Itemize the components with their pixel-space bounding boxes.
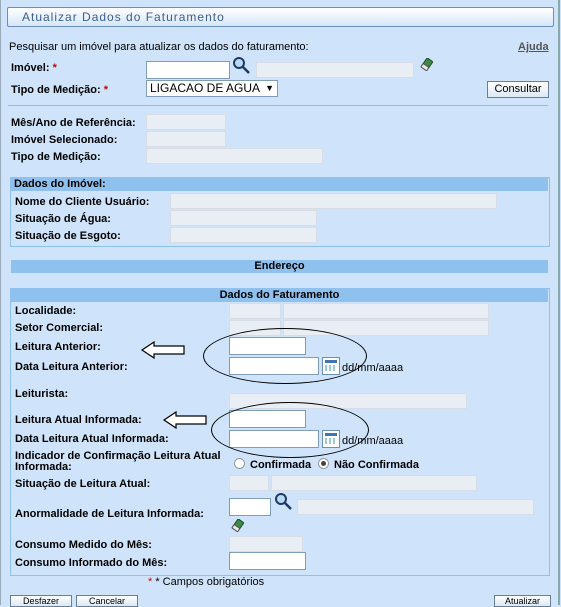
highlight-ellipse xyxy=(211,402,369,458)
consumo-informado-label: Consumo Informado do Mês: xyxy=(15,557,168,569)
imovel-label: Imóvel: * xyxy=(11,62,57,74)
localidade-code-field xyxy=(229,303,281,319)
mes-ano-field xyxy=(146,114,226,130)
indicador-confirmacao-label: Indicador de Confirmação Leitura Atual Informada: xyxy=(15,450,221,473)
search-anormalidade-icon[interactable] xyxy=(273,492,293,510)
consumo-medido-label: Consumo Medido do Mês: xyxy=(15,539,152,551)
anormalidade-desc-field xyxy=(297,499,534,515)
localidade-name-field xyxy=(283,303,489,319)
search-imovel-icon[interactable] xyxy=(231,56,251,74)
confirmada-label: Confirmada xyxy=(250,459,312,471)
nao-confirmada-label: Não Confirmada xyxy=(334,459,419,471)
left-arrow-annotation-icon xyxy=(140,340,186,360)
data-leitura-atual-label: Data Leitura Atual Informada: xyxy=(15,433,169,445)
page-title-bar xyxy=(7,7,554,27)
imovel-selecionado-label: Imóvel Selecionado: xyxy=(11,134,118,146)
cliente-label: Nome do Cliente Usuário: xyxy=(15,196,150,208)
situacao-esgoto-field xyxy=(170,227,317,243)
faturamento-header: Dados do Faturamento xyxy=(11,289,548,302)
divider xyxy=(8,105,548,106)
anormalidade-input[interactable] xyxy=(229,498,271,516)
instruction-text: Pesquisar um imóvel para atualizar os dados do faturamento: xyxy=(9,41,309,53)
situacao-esgoto-label: Situação de Esgoto: xyxy=(15,230,121,242)
situacao-agua-field xyxy=(170,210,317,226)
tipo-medicao-select[interactable]: LIGACAO DE AGUA ▼ xyxy=(146,80,278,97)
leiturista-label: Leiturista: xyxy=(15,388,69,400)
nao-confirmada-radio[interactable] xyxy=(318,458,329,469)
consultar-button[interactable]: Consultar xyxy=(487,81,549,98)
tipo-medicao-ref-field xyxy=(146,148,323,164)
desfazer-button[interactable]: Desfazer xyxy=(10,595,72,607)
highlight-ellipse xyxy=(203,328,367,384)
situacao-leitura-desc-field xyxy=(271,475,477,491)
imovel-selecionado-field xyxy=(146,131,226,147)
atualizar-button[interactable]: Atualizar xyxy=(494,595,551,607)
cancelar-button[interactable]: Cancelar xyxy=(76,595,138,607)
setor-label: Setor Comercial: xyxy=(15,322,104,334)
date-format-hint: dd/mm/aaaa xyxy=(342,435,404,447)
situacao-leitura-label: Situação de Leitura Atual: xyxy=(15,478,151,490)
endereco-header[interactable]: Endereço xyxy=(11,260,548,273)
consumo-informado-input[interactable] xyxy=(229,552,306,570)
help-link[interactable]: Ajuda xyxy=(518,41,549,53)
dados-imovel-header: Dados do Imóvel: xyxy=(11,178,548,191)
mes-ano-label: Mês/Ano de Referência: xyxy=(11,117,136,129)
left-arrow-annotation-icon xyxy=(162,410,208,430)
chevron-down-icon: ▼ xyxy=(265,83,274,93)
leitura-atual-label: Leitura Atual Informada: xyxy=(15,414,142,426)
situacao-leitura-code-field xyxy=(229,475,269,491)
leitura-anterior-label: Leitura Anterior: xyxy=(15,341,101,353)
tipo-medicao-ref-label: Tipo de Medição: xyxy=(11,151,101,163)
imovel-input[interactable] xyxy=(146,61,230,79)
anormalidade-label: Anormalidade de Leitura Informada: xyxy=(15,508,204,520)
imovel-description-field xyxy=(256,62,414,78)
tipo-medicao-label: Tipo de Medição: * xyxy=(11,84,108,96)
data-leitura-anterior-label: Data Leitura Anterior: xyxy=(15,361,128,373)
eraser-icon[interactable] xyxy=(420,58,434,72)
cliente-field xyxy=(170,193,497,209)
date-format-hint: dd/mm/aaaa xyxy=(342,362,404,374)
situacao-agua-label: Situação de Água: xyxy=(15,213,111,225)
eraser-icon[interactable] xyxy=(231,519,245,533)
page-title: Atualizar Dados do Faturamento xyxy=(22,10,225,24)
consumo-medido-field xyxy=(229,536,303,552)
localidade-label: Localidade: xyxy=(15,305,77,317)
confirmada-radio[interactable] xyxy=(234,458,245,469)
required-note: * * Campos obrigatórios xyxy=(148,576,265,588)
